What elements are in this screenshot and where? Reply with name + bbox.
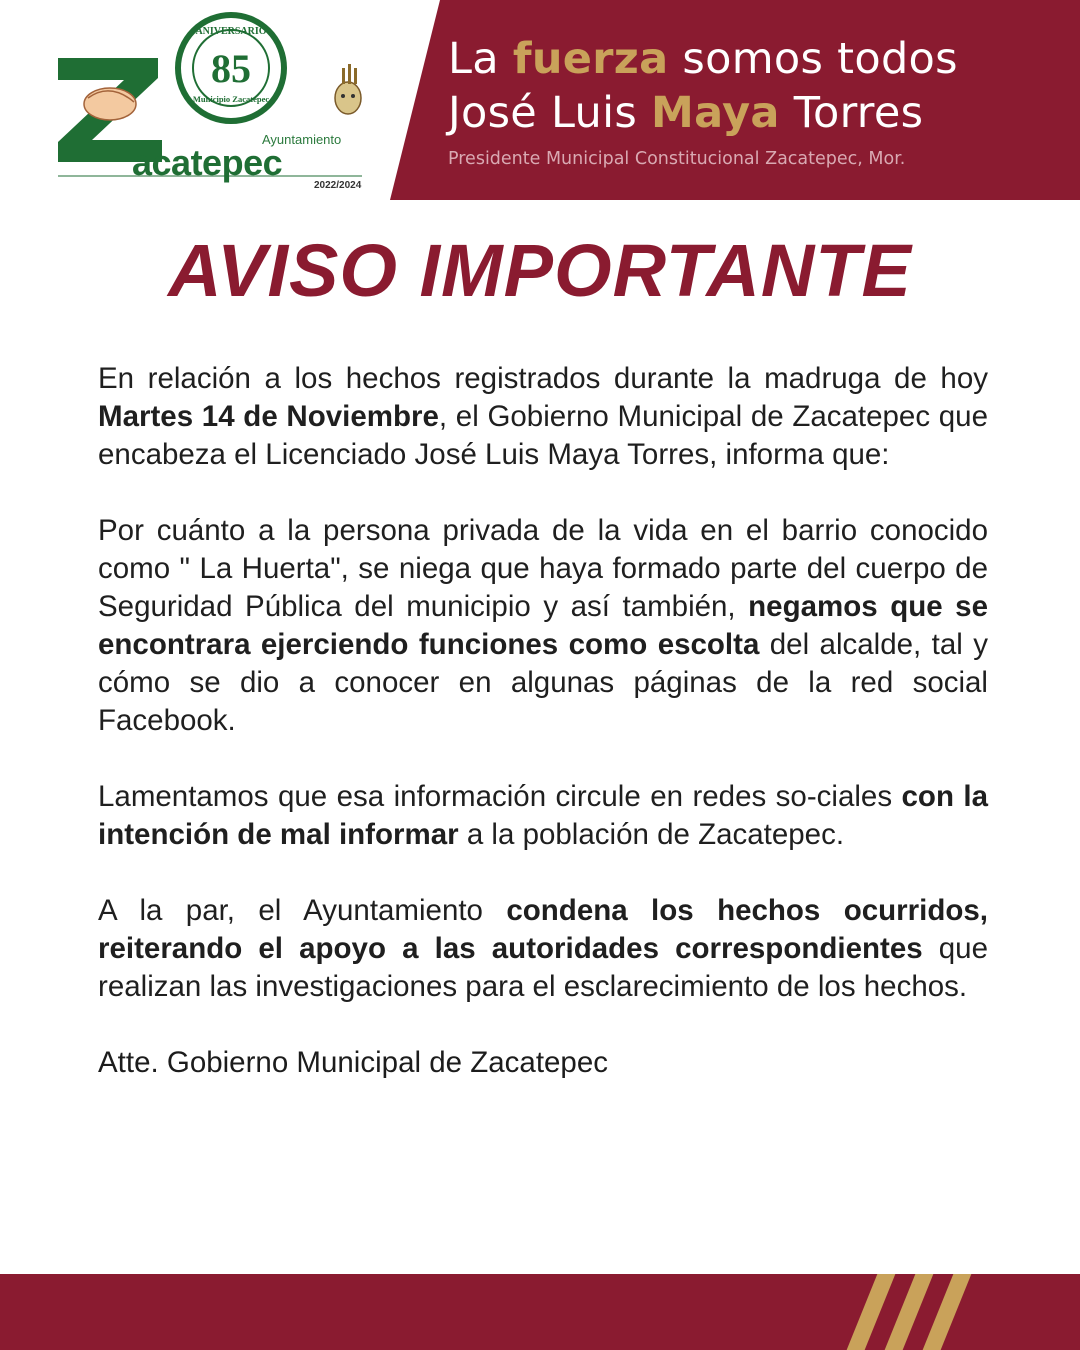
seal-top-text: ANIVERSARIO	[195, 26, 267, 37]
paragraph-1	[98, 360, 988, 474]
signature: Atte. Gobierno Municipal de Zacatepec	[98, 1046, 608, 1079]
seal-number: 85	[211, 46, 251, 91]
footer-band	[0, 1274, 1080, 1350]
logo-ayuntamiento: Ayuntamiento	[262, 132, 342, 147]
slogan-line-2-pre: José Luis	[448, 88, 651, 138]
paragraph-3-text-a: Lamentamos que esa información circule en redes so-ciales	[98, 780, 902, 813]
paragraph-1-bold: Martes 14 de Noviembre	[98, 400, 439, 433]
paragraph-1-text-a: En relación a los hechos registrados durante la madruga de hoy	[98, 362, 988, 395]
paragraph-4-text-a: A la par, el Ayuntamiento	[98, 894, 507, 927]
handshake-icon	[84, 88, 136, 120]
paragraph-3	[98, 778, 988, 854]
slogan-highlight-fuerza: fuerza	[512, 34, 669, 84]
paragraph-2-bold: negamos que se encontrara ejerciendo funciones como escolta	[98, 590, 988, 661]
footer-stripe	[923, 1274, 972, 1350]
paragraph-4-bold: condena los hechos ocurridos, reiterando el apoyo a las autoridades correspondientes	[98, 894, 988, 965]
slogan-line-2-post: Torres	[779, 88, 924, 138]
logo-period: 2022/2024	[314, 180, 362, 191]
slogan-line-1-post: somos todos	[668, 34, 958, 84]
paragraph-1-text-c: , el Gobierno Municipal de Zacatepec que encabeza el Licenciado José Luis Maya Torres, informa que:	[98, 400, 988, 471]
paragraph-3-bold: con la intención de mal informar	[98, 780, 988, 851]
coat-of-arms-icon	[335, 64, 361, 114]
slogan	[448, 32, 1048, 169]
municipality-logo	[52, 12, 382, 192]
page-title: AVISO IMPORTANTE	[168, 229, 912, 312]
slogan-line-2	[448, 86, 1048, 140]
paragraph-4	[98, 892, 988, 1006]
paragraph-3-text-c: a la población de Zacatepec.	[458, 818, 845, 851]
slogan-highlight-maya: Maya	[651, 88, 780, 138]
paragraph-2-text-c: del alcalde, tal y cómo se dio a conocer en algunas páginas de la red social Facebook.	[98, 628, 988, 737]
paragraph-2	[98, 512, 988, 740]
header	[0, 0, 1080, 200]
paragraph-2-text-a: Por cuánto a la persona privada de la vida en el barrio conocido como " La Huerta", se niega que haya formado parte del cuerpo de Seguridad Pública del municipio y así también,	[98, 514, 988, 623]
header-subtitle: Presidente Municipal Constitucional Zacatepec, Mor.	[448, 149, 906, 169]
slogan-line-1-pre: La	[448, 34, 513, 84]
seal-bottom-text: Municipio Zacatepec	[192, 94, 270, 104]
notice-body	[98, 360, 988, 1082]
paragraph-4-text-c: que realizan las investigaciones para el esclarecimiento de los hechos.	[98, 932, 988, 1003]
slogan-line-1	[448, 32, 1048, 86]
logo-name: acatepec	[132, 142, 283, 183]
